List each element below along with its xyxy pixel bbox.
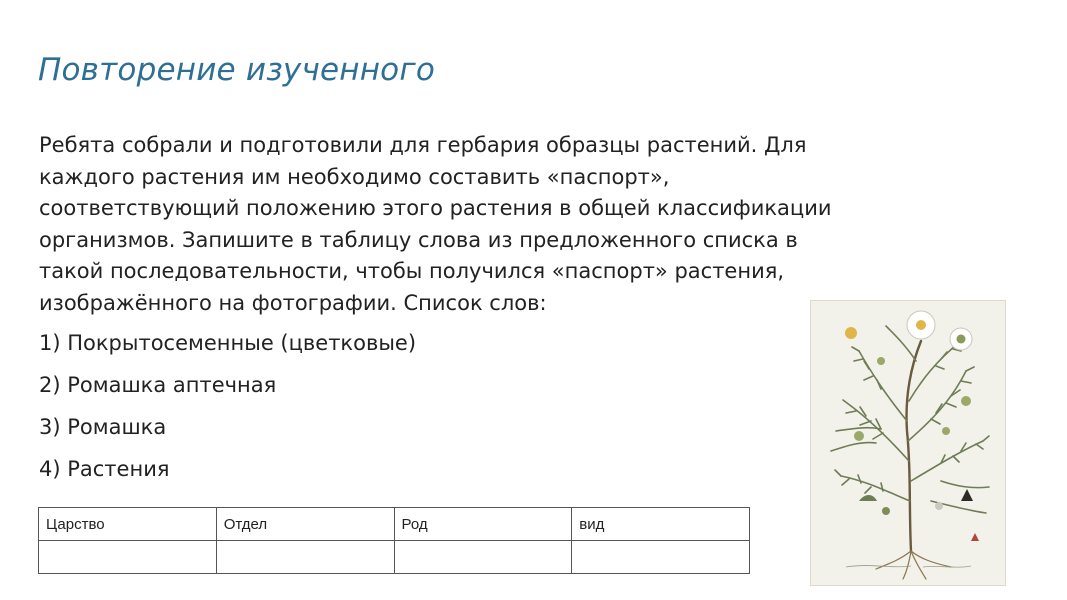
table-answer-row	[39, 541, 750, 574]
word-list-item: 3) Ромашка	[39, 415, 167, 439]
task-line: каждого растения им необходимо составить «паспорт»,	[39, 164, 670, 189]
answer-cell-kingdom[interactable]	[39, 541, 217, 574]
task-line: соответствующий положению этого растения в общей классификации	[39, 196, 832, 220]
word-list-item: 4) Растения	[39, 457, 170, 481]
task-paragraph	[39, 130, 919, 319]
chamomile-drawing	[811, 301, 1005, 585]
answer-cell-species[interactable]	[572, 541, 750, 574]
word-list-item: 2) Ромашка аптечная	[39, 373, 277, 397]
task-line: организмов. Запишите в таблицу слова из предложенного списка в	[39, 227, 798, 252]
header-cell-species: вид	[572, 508, 750, 541]
chamomile-illustration	[810, 300, 1006, 586]
task-line: такой последовательности, чтобы получился «паспорт» растения,	[39, 259, 785, 283]
word-list	[39, 322, 919, 490]
answer-cell-genus[interactable]	[394, 541, 572, 574]
header-cell-genus: Род	[394, 508, 572, 541]
header-cell-division: Отдел	[216, 508, 394, 541]
passport-table	[38, 507, 750, 574]
word-list-item: 1) Покрытосеменные (цветковые)	[39, 331, 417, 355]
table-header-row	[39, 508, 750, 541]
slide-body	[39, 130, 919, 490]
slide-title: Повторение изученного	[38, 52, 435, 88]
task-line: Ребята собрали и подготовили для гербария образцы растений. Для	[39, 133, 807, 157]
answer-cell-division[interactable]	[216, 541, 394, 574]
task-line: изображённого на фотографии. Список слов:	[39, 290, 547, 315]
header-cell-kingdom: Царство	[39, 508, 217, 541]
